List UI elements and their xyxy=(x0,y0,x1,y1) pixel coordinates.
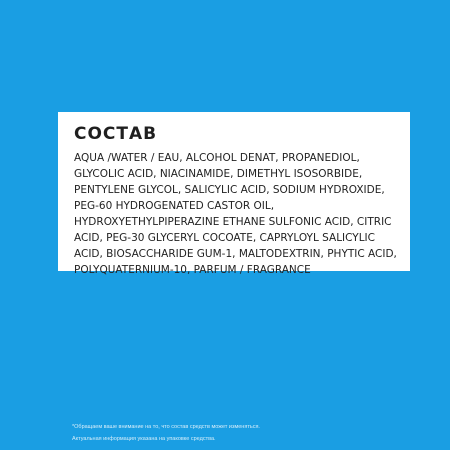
footer-note-line-1: *Обращаем ваше внимание на то, что состав средств может изменяться. xyxy=(72,424,260,430)
ingredients-card xyxy=(58,112,410,276)
footer-note xyxy=(72,421,392,445)
footer-note-line-2: Актуальная информация указана на упаковке средства. xyxy=(72,436,216,442)
ingredients-list: AQUA /WATER / EAU, ALCOHOL DENAT, PROPANEDIOL, GLYCOLIC ACID, NIACINAMIDE, DIMETHYL ISOSORBIDE, PENTYLENE GLYCOL, SALICYLIC ACID, SODIUM HYDROXIDE, PEG-60 HYDROGENATED CASTOR OIL, HYDROXYETHYLPIPERAZINE ETHANE SULFONIC ACID, CITRIC ACID, PEG-30 GLYCERYL COCOATE, CAPRYLOYL SALICYLIC ACID, BIOSACCHARIDE GUM-1, MALTODEXTRIN, PHYTIC ACID, POLYQUATERNIUM-10, PARFUM / FRAGRANCE xyxy=(74,152,397,276)
card-title: СОСТАВ xyxy=(74,124,158,144)
